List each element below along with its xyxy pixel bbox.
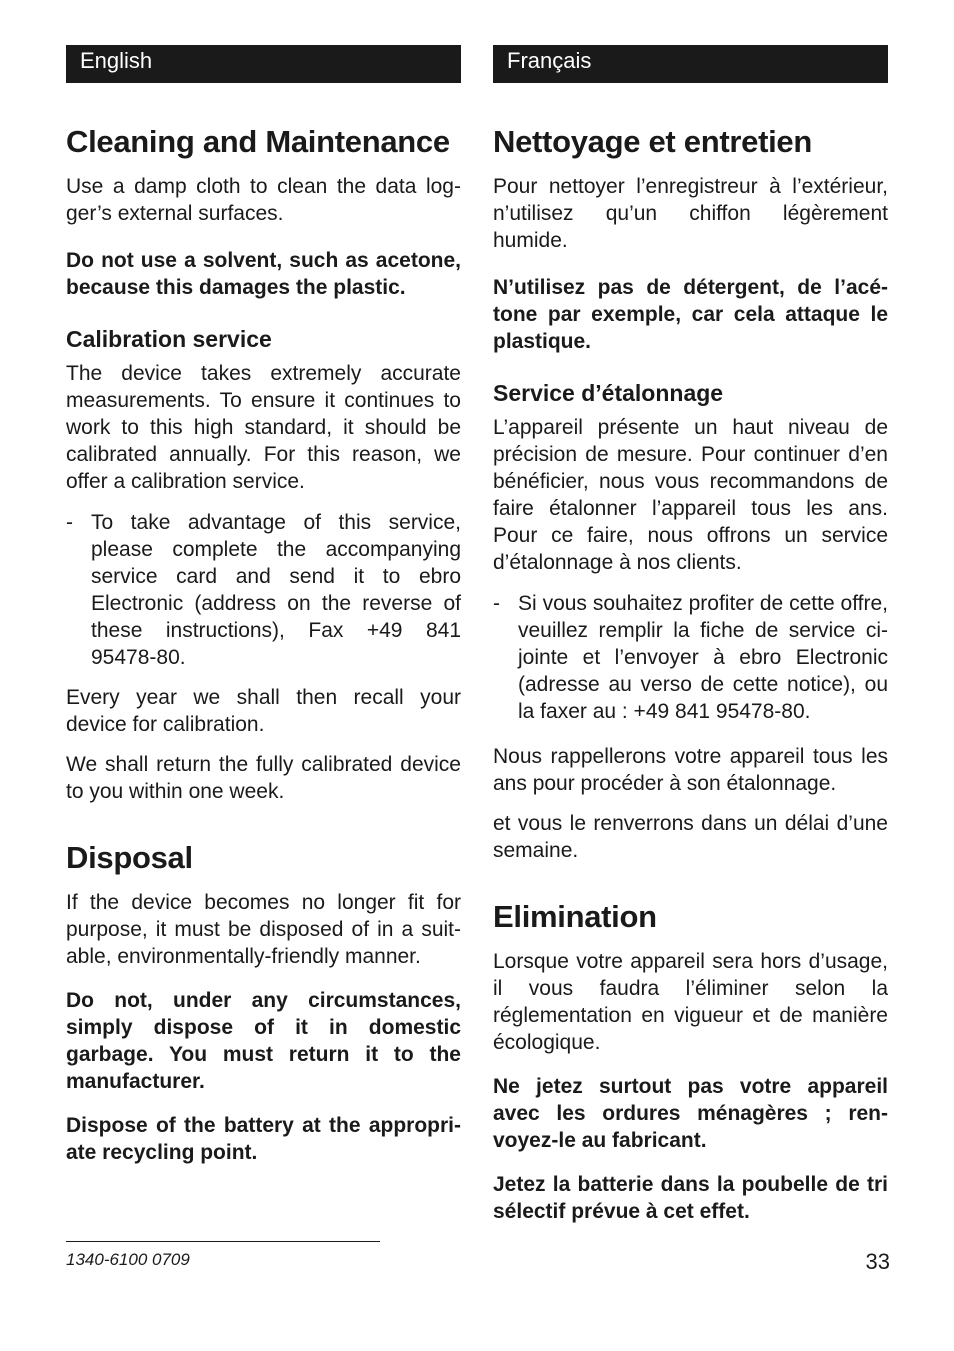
nettoyage-title: Nettoyage et entretien: [493, 124, 812, 159]
cleaning-warning: Do not use a solvent, such as acetone, because this damages the plastic.: [66, 249, 461, 299]
etalonnage-text: L’appareil présente un haut niveau de précision de mesure. Pour continuer d’en bénéficier, nous vous recommandons de faire étalonner l’appareil tous les ans. Pour ce faire, nous offrons un service d’étalonnage à nos clients.: [493, 416, 888, 574]
calibration-recall: Every year we shall then recall your device for calibration.: [66, 686, 461, 736]
page-number: 33: [865, 1249, 890, 1274]
french-column: [493, 45, 888, 1225]
document-code: 1340-6100 0709: [66, 1250, 190, 1269]
etalonnage-return: et vous le renverrons dans un délai d’une semaine.: [493, 812, 888, 862]
elimination-text: Lorsque votre appareil sera hors d’usage, il vous faudra l’éliminer selon la réglementation en vigueur et de manière écologique.: [493, 950, 888, 1054]
english-column: [66, 45, 461, 1166]
disposal-warning: Do not, under any circumstances, simply dispose of it in domestic garbage. You must return it to the manufacturer.: [66, 989, 461, 1093]
elimination-battery: Jetez la batterie dans la poubelle de tri sélectif prévue à cet effet.: [493, 1173, 888, 1223]
elimination-title: Elimination: [493, 899, 657, 934]
disposal-battery: Dispose of the battery at the appropriate recycling point.: [66, 1114, 461, 1164]
calibration-return: We shall return the fully calibrated device to you within one week.: [66, 753, 461, 803]
footer-divider: [66, 1241, 380, 1242]
etalonnage-title: Service d’étalonnage: [493, 380, 724, 406]
cleaning-intro: Use a damp cloth to clean the data logger’s external surfaces.: [66, 175, 461, 225]
language-header-english: English: [66, 45, 461, 83]
nettoyage-warning: N’utilisez pas de détergent, de l’acétone par exemple, car cela attaque le plastique.: [493, 276, 888, 353]
cleaning-title: Cleaning and Maintenance: [66, 124, 450, 159]
calibration-list: [66, 509, 461, 671]
etalonnage-bullet: - Si vous souhaitez profiter de cette offre, veuillez remplir la fiche de service ci-jointe et l’envoyer à ebro Electronic (adresse au verso de cette notice), ou la faxer au : +49 841 95478-80.: [493, 590, 888, 725]
calibration-title: Calibration service: [66, 326, 272, 352]
language-header-french: Français: [493, 45, 888, 83]
elimination-warning: Ne jetez surtout pas votre appareil avec les ordures ménagères ; renvoyez-le au fabricant.: [493, 1075, 888, 1152]
etalonnage-recall: Nous rappellerons votre appareil tous les ans pour procéder à son étalonnage.: [493, 745, 888, 795]
disposal-title: Disposal: [66, 840, 193, 875]
nettoyage-intro: Pour nettoyer l’enregistreur à l’extérieur, n’utilisez qu’un chiffon légèrement humide.: [493, 175, 888, 252]
etalonnage-list: [493, 590, 888, 725]
disposal-text: If the device becomes no longer fit for purpose, it must be disposed of in a suitable, environmentally-friendly manner.: [66, 891, 461, 968]
calibration-text: The device takes extremely accurate measurements. To ensure it continues to work to this high standard, it should be calibrated annually. For this reason, we offer a calibration service.: [66, 362, 461, 493]
calibration-bullet: - To take advantage of this service, please complete the accompanying service card and send it to ebro Electronic (address on the reverse of these instructions), Fax +49 841 95478-80.: [66, 509, 461, 671]
